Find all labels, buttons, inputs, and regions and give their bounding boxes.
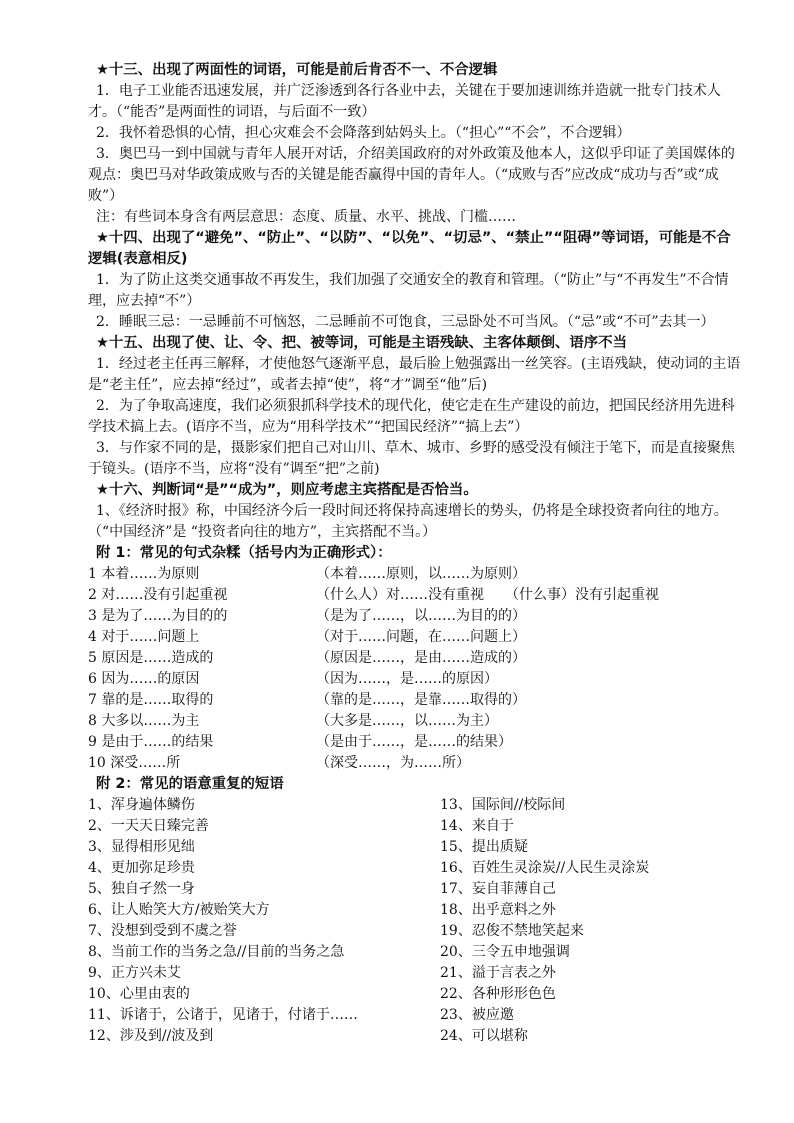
appendix-1-row (88, 732, 742, 753)
list-item: 13、国际间//校际间 (440, 797, 566, 813)
list-item: 16、百姓生灵涂炭//人民生灵涂炭 (440, 860, 650, 876)
list-item: 23、被应邀 (440, 1007, 514, 1023)
appendix-1-table (88, 564, 742, 774)
wrong-form: 10 深受……所 (88, 755, 181, 771)
document-body (88, 60, 742, 1047)
appendix-2-row (88, 963, 742, 984)
section-16-item: 1、《经济时报》称，中国经济今后一段时间还将保持高速增长的势头，仍将是全球投资者向往的地方。（“中国经济”是 “投资者向往的地方”，主宾搭配不当。） (88, 503, 728, 540)
appendix-2-row (88, 1026, 742, 1047)
appendix-2-row (88, 942, 742, 963)
list-item: 7、没想到受到不虞之誉 (88, 923, 237, 939)
appendix-2-row (88, 837, 742, 858)
section-13-heading: ★十三、出现了两面性的词语，可能是前后肯否不一、不合逻辑 (96, 62, 498, 78)
correct-form: （是由于……，是……的结果） (316, 734, 512, 750)
appendix-2-row (88, 816, 742, 837)
appendix-1-row (88, 690, 742, 711)
wrong-form: 3 是为了……为目的的 (88, 608, 228, 624)
list-item: 14、来自于 (440, 818, 514, 834)
wrong-form: 1 本着……为原则 (88, 566, 200, 582)
list-item: 22、各种形形色色 (440, 986, 556, 1002)
list-item: 6、让人贻笑大方/被贻笑大方 (88, 902, 270, 918)
list-item: 17、妄自菲薄自己 (440, 881, 556, 897)
appendix-1-row (88, 564, 742, 585)
correct-form: （对于……问题，在……问题上） (316, 629, 526, 645)
wrong-form: 5 原因是……造成的 (88, 650, 214, 666)
correct-form: （大多是……，以……为主） (316, 713, 498, 729)
list-item: 5、独自孑然一身 (88, 881, 195, 897)
section-16-heading: ★十六、判断词“是”“成为”，则应考虑主宾搭配是否恰当。 (96, 482, 478, 498)
list-item: 12、涉及到//波及到 (88, 1028, 214, 1044)
section-14-item: 2．睡眠三忌：一忌睡前不可恼怒，二忌睡前不可饱食，三忌卧处不可当风。（“忌”或“不可”去其一） (96, 314, 715, 330)
appendix-2-row (88, 984, 742, 1005)
appendix-2-row (88, 879, 742, 900)
wrong-form: 9 是由于……的结果 (88, 734, 214, 750)
appendix-1-row (88, 711, 742, 732)
section-15-item: 2．为了争取高速度，我们必须狠抓科学技术的现代化，使它走在生产建设的前边，把国民经济用先进科学技术搞上去。(语序不当，应为“用科学技术”“把国民经济”“搞上去”） (88, 398, 735, 435)
correct-form: （原因是……，是由……造成的） (316, 650, 526, 666)
section-14-item: 1．为了防止这类交通事故不再发生，我们加强了交通安全的教育和管理。（“防止”与“不再发生”不合情理，应去掉“不”） (88, 272, 729, 309)
list-item: 1、浑身遍体鳞伤 (88, 797, 195, 813)
list-item: 18、出乎意料之外 (440, 902, 556, 918)
correct-form: （什么人）对……没有重视 （什么事）没有引起重视 (316, 587, 659, 603)
section-13-item: 2．我怀着恐惧的心情，担心灾难会不会降落到姑妈头上。（“担心”“不会”，不合逻辑） (96, 125, 631, 141)
list-item: 9、正方兴未艾 (88, 965, 181, 981)
wrong-form: 4 对于……问题上 (88, 629, 200, 645)
appendix-2-row (88, 900, 742, 921)
appendix-1-row (88, 627, 742, 648)
appendix-2-list (88, 795, 742, 1047)
list-item: 19、忍俊不禁地笑起来 (440, 923, 584, 939)
section-14-heading: ★十四、出现了“避免”、“防止”、“以防”、“以免”、“切忌”、“禁止”“阻碍”等词语，可能是不合逻辑(表意相反) (88, 230, 731, 267)
appendix-1-row (88, 585, 742, 606)
correct-form: （深受……，为……所） (316, 755, 470, 771)
appendix-1-row (88, 606, 742, 627)
correct-form: （因为……，是……的原因） (316, 671, 498, 687)
wrong-form: 2 对……没有引起重视 (88, 587, 228, 603)
section-13-item: 1．电子工业能否迅速发展，并广泛渗透到各行各业中去，关键在于要加速训练并造就一批专门技术人才。（“能否”是两面性的词语，与后面不一致） (88, 83, 721, 120)
appendix-2-heading: 附 2：常见的语意重复的短语 (96, 776, 284, 792)
appendix-1-heading: 附 1：常见的句式杂糅（括号内为正确形式）： (96, 545, 392, 561)
appendix-1-row (88, 648, 742, 669)
appendix-2-row (88, 921, 742, 942)
correct-form: （本着……原则，以……为原则） (316, 566, 526, 582)
wrong-form: 6 因为……的原因 (88, 671, 200, 687)
section-13-item: 3．奥巴马一到中国就与青年人展开对话，介绍美国政府的对外政策及他本人，这似乎印证了美国媒体的观点：奥巴马对华政策成败与否的关键是能否赢得中国的青年人。（“成败与否”应改成“成功与否”或“成败”） (88, 146, 735, 204)
list-item: 10、心里由衷的 (88, 986, 190, 1002)
list-item: 21、溢于言表之外 (440, 965, 556, 981)
list-item: 24、可以堪称 (440, 1028, 528, 1044)
list-item: 15、提出质疑 (440, 839, 528, 855)
wrong-form: 7 靠的是……取得的 (88, 692, 214, 708)
section-15-item: 1．经过老主任再三解释，才使他怒气逐渐平息，最后脸上勉强露出一丝笑容。(主语残缺，使动词的主语是“老主任”，应去掉“经过”，或者去掉“使”，将“才”调至“他”后) (88, 356, 741, 393)
appendix-2-row (88, 795, 742, 816)
section-15-heading: ★十五、出现了使、让、令、把、被等词，可能是主语残缺、主客体颠倒、语序不当 (96, 335, 627, 351)
appendix-2-row (88, 858, 742, 879)
section-13-note: 注：有些词本身含有两层意思：态度、质量、水平、挑战、门槛…… (96, 209, 516, 225)
section-15-item: 3．与作家不同的是，摄影家们把自己对山川、草木、城市、乡野的感受没有倾注于笔下，而是直接聚焦于镜头。(语序不当，应将“没有”调至“把”之前) (88, 440, 735, 477)
list-item: 3、显得相形见绌 (88, 839, 195, 855)
list-item: 20、三令五申地强调 (440, 944, 570, 960)
list-item: 8、当前工作的当务之急//目前的当务之急 (88, 944, 345, 960)
appendix-2-row (88, 1005, 742, 1026)
list-item: 4、更加弥足珍贵 (88, 860, 195, 876)
wrong-form: 8 大多以……为主 (88, 713, 200, 729)
appendix-1-row (88, 669, 742, 690)
correct-form: （靠的是……，是靠……取得的） (316, 692, 526, 708)
list-item: 11、诉诸于，公诸于，见诸于，付诸于…… (88, 1007, 358, 1023)
list-item: 2、一天天日臻完善 (88, 818, 209, 834)
appendix-1-row (88, 753, 742, 774)
correct-form: （是为了……，以……为目的的） (316, 608, 526, 624)
